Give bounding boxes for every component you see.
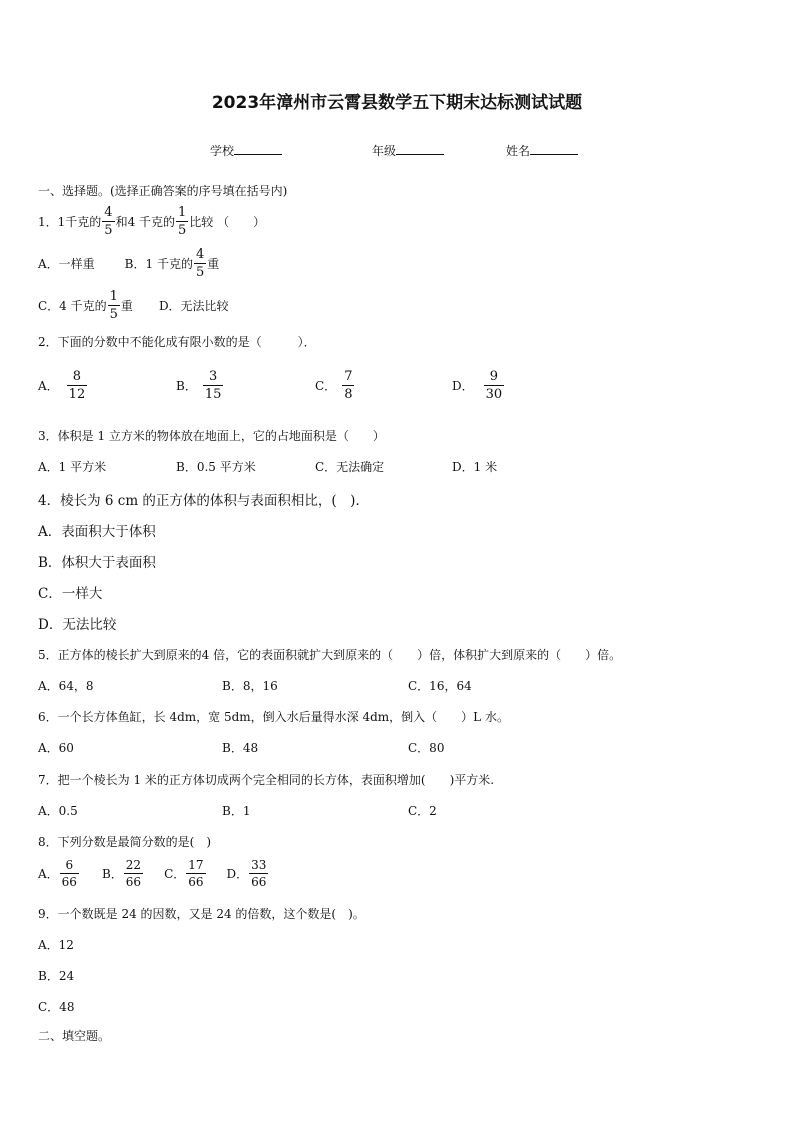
q2-b-fraction — [203, 370, 224, 401]
q1-option-c-post: 重 — [120, 299, 133, 313]
q2-a-num: 8 — [72, 369, 82, 384]
q1-fraction-2 — [176, 206, 188, 237]
q1-option-b-fraction — [194, 248, 206, 279]
q1-f1-den: 5 — [104, 223, 113, 238]
q8-c-den: 66 — [188, 875, 204, 889]
q1-mid: 和4 千克的 — [115, 215, 176, 229]
q8-c-label: C． — [164, 867, 186, 881]
q1-option-c-fraction — [108, 290, 120, 321]
q2-d-label: D． — [452, 379, 474, 393]
q3-option-d: D．1 米 — [452, 460, 498, 474]
q8-c-fraction — [186, 859, 205, 888]
name-blank — [530, 143, 578, 155]
q2-option-c — [315, 370, 355, 401]
q4-option-c: C．一样大 — [38, 586, 103, 602]
q8-d-label: D． — [226, 867, 249, 881]
q2-d-num: 9 — [489, 369, 499, 384]
q3-option-b: B．0.5 平方米 — [176, 460, 256, 474]
q9-option-b: B．24 — [38, 969, 75, 983]
q8-d-fraction — [249, 859, 268, 888]
q2-b-den: 15 — [204, 387, 222, 402]
q8-a-den: 66 — [61, 875, 77, 889]
q5-option-a: A．64，8 — [38, 679, 94, 693]
name-field — [506, 142, 578, 159]
q2-d-fraction — [484, 370, 505, 401]
q1-f2-den: 5 — [178, 223, 187, 238]
school-blank — [234, 143, 282, 155]
q1-post: 比较 （ ） — [189, 215, 266, 229]
q1-option-c-pre: C．4 千克的 — [38, 299, 107, 313]
grade-label: 年级 — [372, 144, 397, 158]
q1-option-b-pre: B．1 千克的 — [124, 257, 193, 271]
q1-options-row-1 — [38, 248, 219, 279]
question-5: 5．正方体的棱长扩大到原来的4 倍，它的表面积就扩大到原来的（ ）倍，体积扩大到原来的（ ）倍。 — [38, 648, 622, 662]
q8-a-num: 6 — [65, 858, 74, 872]
q2-c-num: 7 — [344, 369, 353, 384]
q6-option-b: B．48 — [222, 741, 259, 755]
question-8: 8．下列分数是最简分数的是( ) — [38, 835, 211, 849]
q8-b-den: 66 — [125, 875, 142, 889]
q8-b-label: B． — [101, 867, 123, 881]
q9-option-a: A．12 — [38, 938, 74, 952]
q2-option-d — [452, 370, 505, 401]
question-4: 4．棱长为 6 cm 的正方体的体积与表面积相比，( )． — [38, 493, 369, 509]
q6-option-c: C．80 — [408, 741, 445, 755]
q7-option-a: A．0.5 — [38, 804, 78, 818]
q2-option-b — [176, 370, 224, 401]
q1-option-d: D．无法比较 — [158, 299, 229, 313]
q1-option-a: A．一样重 — [38, 257, 95, 271]
q6-option-a: A．60 — [38, 741, 74, 755]
question-7: 7．把一个棱长为 1 米的正方体切成两个完全相同的长方体，表面积增加( )平方米. — [38, 773, 495, 787]
name-label: 姓名 — [506, 144, 531, 158]
q5-option-b: B．8，16 — [222, 679, 278, 693]
q2-c-fraction — [342, 370, 354, 401]
page-title: 2023年漳州市云霄县数学五下期末达标测试试题 — [211, 93, 583, 113]
q1-option-b-post: 重 — [207, 257, 220, 271]
q2-b-num: 3 — [208, 369, 218, 384]
q8-b-num: 22 — [125, 858, 142, 872]
school-field — [210, 142, 282, 159]
q3-option-c: C．无法确定 — [315, 460, 385, 474]
q1-c-den: 5 — [109, 307, 118, 322]
q8-d-den: 66 — [251, 875, 267, 889]
q2-option-a — [38, 370, 88, 401]
question-2: 2．下面的分数中不能化成有限小数的是（ ）． — [38, 335, 316, 349]
q1-b-num: 4 — [195, 247, 205, 262]
q1-b-den: 5 — [195, 265, 205, 280]
q4-option-b: B．体积大于表面积 — [38, 555, 156, 571]
q8-b-fraction — [124, 859, 143, 888]
q9-option-c: C．48 — [38, 1000, 75, 1014]
q1-f1-num: 4 — [104, 205, 113, 220]
q7-option-c: C．2 — [408, 804, 437, 818]
q1-fraction-1 — [102, 206, 114, 237]
grade-field — [372, 142, 444, 159]
q2-c-label: C． — [315, 379, 337, 393]
q2-b-label: B． — [176, 379, 197, 393]
q2-a-fraction — [67, 370, 88, 401]
q8-options — [38, 859, 269, 888]
question-3: 3．体积是 1 立方米的物体放在地面上，它的占地面积是（ ） — [38, 429, 385, 443]
grade-blank — [396, 143, 444, 155]
q8-a-label: A． — [38, 867, 59, 881]
q2-d-den: 30 — [485, 387, 503, 402]
q2-c-den: 8 — [344, 387, 353, 402]
section-1-heading: 一、选择题。(选择正确答案的序号填在括号内) — [38, 184, 288, 198]
q1-c-num: 1 — [109, 289, 118, 304]
question-6: 6．一个长方体鱼缸，长 4dm，宽 5dm，倒入水后量得水深 4dm，倒入（ ）L 水。 — [38, 710, 509, 724]
q4-option-a: A．表面积大于体积 — [38, 524, 156, 540]
q8-a-fraction — [60, 859, 79, 888]
question-1 — [38, 206, 265, 237]
q8-c-num: 17 — [188, 858, 204, 872]
school-label: 学校 — [210, 144, 235, 158]
q8-d-num: 33 — [251, 858, 267, 872]
q7-option-b: B．1 — [222, 804, 251, 818]
q1-pre: 1．1千克的 — [38, 215, 102, 229]
q2-a-den: 12 — [68, 387, 86, 402]
q2-a-label: A． — [38, 379, 59, 393]
section-2-heading: 二、填空题。 — [38, 1029, 111, 1043]
q3-option-a: A．1 平方米 — [38, 460, 107, 474]
q1-f2-num: 1 — [178, 205, 187, 220]
q4-option-d: D．无法比较 — [38, 617, 117, 633]
q1-options-row-2 — [38, 290, 229, 321]
q5-option-c: C．16，64 — [408, 679, 472, 693]
question-9: 9．一个数既是 24 的因数，又是 24 的倍数，这个数是( )。 — [38, 907, 365, 921]
